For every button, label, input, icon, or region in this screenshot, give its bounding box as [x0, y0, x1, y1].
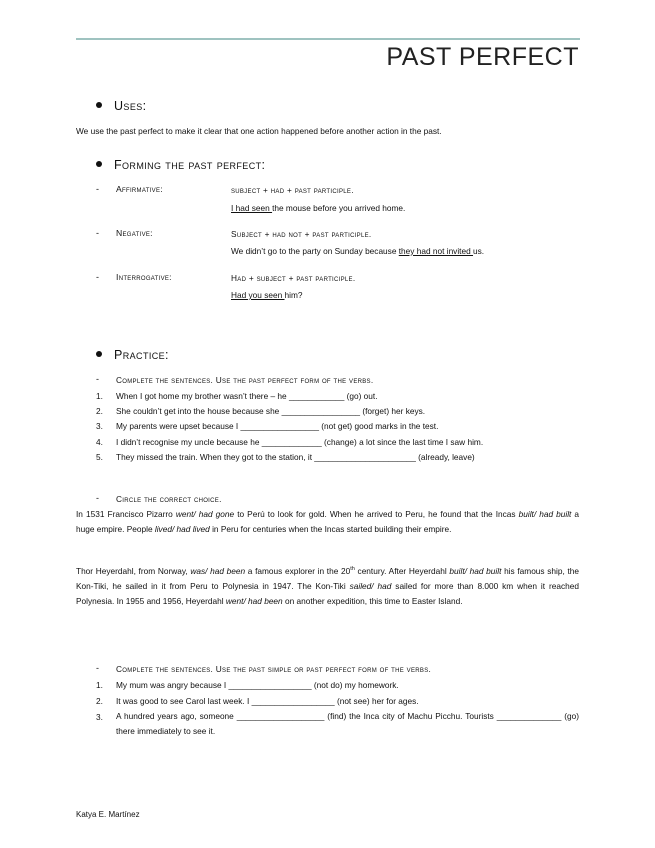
exercise1-item: When I got home my brother wasn’t there – he ____________ (go) out.: [116, 391, 378, 401]
item-number: 2.: [96, 696, 103, 706]
negative-example-post: us.: [473, 246, 485, 256]
choice-lived-had-lived[interactable]: lived/ had lived: [154, 524, 210, 535]
item-number: 3.: [96, 421, 103, 431]
forming-heading: [96, 158, 265, 172]
item-number: 5.: [96, 452, 103, 462]
p1-text: a huge empire. People: [76, 509, 580, 535]
exercise1-item: My parents were upset because I _________________ (not get) good marks in the test.: [116, 421, 439, 431]
exercise1-item: She couldn’t get into the house because she _________________ (forget) her keys.: [116, 406, 426, 416]
exercise1-instruction: Complete the sentences. Use the past perfect form of the verbs.: [116, 375, 374, 385]
p2-text: sailed for more than 8.000 km when it reached Polynesia. In 1955 and 1956, Heyerdahl: [76, 581, 579, 607]
exercise2-instruction: Circle the correct choice.: [116, 494, 222, 504]
interrogative-example-rest: him?: [284, 290, 303, 300]
item-number: 1.: [96, 391, 103, 401]
item-number: 3.: [96, 712, 103, 722]
negative-rule: Subject + had not + past participle.: [231, 229, 372, 239]
exercise3-instruction: Complete the sentences. Use the past simple or past perfect form of the verbs.: [116, 664, 432, 674]
exercise1-item: I didn’t recognise my uncle because he _____________ (change) a lot since the last time I saw him.: [116, 437, 484, 447]
choice-sailed-had[interactable]: sailed/ had: [349, 581, 392, 592]
p2-text: on another expedition, this time to Easter Island.: [282, 596, 463, 607]
dash-icon: -: [96, 493, 99, 503]
choice-went-had-been[interactable]: went/ had been: [225, 596, 283, 607]
item-number: 1.: [96, 680, 103, 690]
exercise3-item: A hundred years ago, someone ___________________ (find) the Inca city of Machu Picchu. Tourists ______________ (go) there immediately to see it.: [116, 711, 579, 737]
choice-built-had-built[interactable]: built/ had built: [518, 509, 572, 519]
footer-author: Katya E. Martínez: [76, 810, 140, 819]
affirmative-example-rest: the mouse before you arrived home.: [272, 203, 406, 213]
ordinal-suffix: th: [350, 566, 355, 572]
bullet-icon: [96, 351, 102, 357]
dash-icon: -: [96, 184, 99, 194]
header-rule: [76, 38, 580, 40]
item-number: 2.: [96, 406, 103, 416]
dash-icon: -: [96, 663, 99, 673]
negative-example-underlined: they had not invited: [398, 246, 474, 256]
p1-text: to Perú to look for gold. When he arrived to Peru, he found that the Incas: [234, 509, 519, 519]
p2-text: a famous explorer in the 20: [245, 565, 351, 576]
p1-text: In 1531 Francisco Pizarro: [76, 509, 176, 519]
p2-text: century. After Heyerdahl: [354, 565, 450, 576]
bullet-icon: [96, 161, 102, 167]
affirmative-rule: subject + had + past participle.: [231, 185, 354, 195]
exercise3-item: My mum was angry because I __________________ (not do) my homework.: [116, 680, 399, 690]
practice-heading: [96, 348, 169, 362]
exercise1-item: They missed the train. When they got to the station, it ______________________ (already, leave): [116, 452, 475, 462]
uses-heading: [96, 99, 147, 113]
dash-icon: -: [96, 228, 99, 238]
interrogative-example-underlined: Had you seen: [231, 290, 285, 300]
item-number: 4.: [96, 437, 103, 447]
interrogative-label: Interrogative:: [116, 272, 172, 282]
dash-icon: -: [96, 272, 99, 282]
affirmative-example-underlined: I had seen: [231, 203, 273, 213]
exercise2-paragraph-pizarro: [76, 507, 579, 538]
practice-heading-text: Practice:: [114, 348, 169, 362]
page-title: PAST PERFECT: [386, 43, 579, 71]
choice-was-had-been[interactable]: was/ had been: [190, 565, 246, 576]
choice-went-had-gone[interactable]: went/ had gone: [175, 509, 235, 519]
uses-text: We use the past perfect to make it clear that one action happened before another action in the past.: [76, 126, 442, 136]
negative-example-pre: We didn’t go to the party on Sunday because: [231, 246, 399, 256]
p1-text: in Peru for centuries when the Incas started building their empire.: [209, 524, 452, 535]
p2-text: his famous ship, the Kon-Tiki, he sailed in it from Peru to Polynesia in 1947. The Kon-Tiki: [76, 565, 580, 592]
negative-label: Negative:: [116, 228, 153, 238]
bullet-icon: [96, 102, 102, 108]
exercise2-paragraph-heyerdahl: [76, 562, 579, 610]
affirmative-label: Affirmative:: [116, 184, 163, 194]
exercise3-item: It was good to see Carol last week. I __________________ (not see) her for ages.: [116, 696, 419, 706]
dash-icon: -: [96, 374, 99, 384]
interrogative-example: [231, 290, 303, 300]
interrogative-rule: Had + subject + past participle.: [231, 273, 356, 283]
forming-heading-text: Forming the past perfect:: [114, 158, 266, 172]
uses-heading-text: Uses:: [114, 99, 147, 113]
p2-text: Thor Heyerdahl, from Norway,: [76, 565, 191, 576]
negative-example: [231, 246, 484, 256]
affirmative-example: [231, 203, 405, 213]
choice-built-had-built-2[interactable]: built/ had built: [449, 565, 502, 576]
